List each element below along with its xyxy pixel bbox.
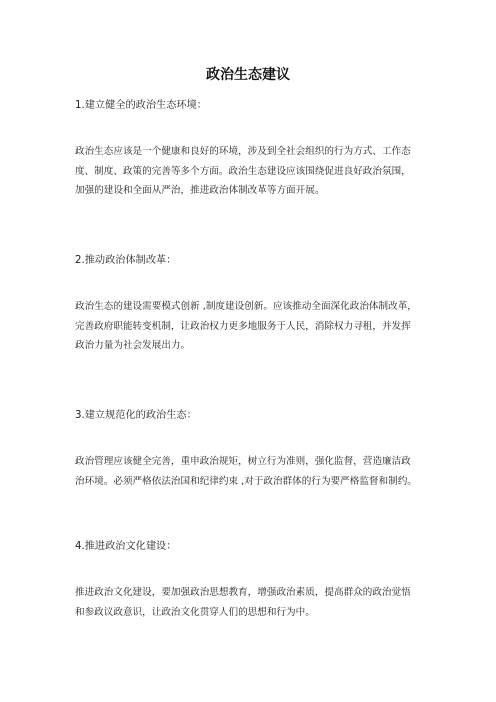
section-2-heading: 2.推动政治体制改革： [75,255,177,266]
section-1-heading: 1.建立健全的政治生态环境： [75,100,207,111]
paragraph-line: 政治管理应该健全完善，重申政治规矩，树立行为准则，强化监督，营造廉洁政 [75,456,411,467]
section-1-paragraph [75,142,431,201]
section-3-paragraph [75,452,431,491]
paragraph-line: 加强的建设和全面从严治，推进政治体制改革等方面开展。 [75,185,325,196]
section-3-heading: 3.建立规范化的政治生态： [75,410,197,421]
document-title: 政治生态建议 [206,67,290,83]
paragraph-line: 政治生态应该是一个健康和良好的环境，涉及到全社会组织的行为方式、工作态 [75,146,411,157]
section-4-heading: 4.推进政治文化建设： [75,541,177,552]
paragraph-line: 治环境。必须严格依法治国和纪律约束 ,对于政治群体的行为要严格监督和制约。 [75,475,417,487]
paragraph-line: 政治生态的建设需要模式创新 ,制度建设创新。应该推动全面深化政治体制改革， [75,301,417,312]
paragraph-line: 政治力量为社会发展出力。 [75,340,191,351]
paragraph-line: 完善政府职能转变机制，让政治权力更多地服务于人民，消除权力寻租，并发挥 [75,320,411,332]
paragraph-line: 和参政议政意识，让政治文化贯穿人们的思想和行为中。 [75,606,315,618]
section-2-paragraph [75,297,431,356]
paragraph-line: 推进政治文化建设，要加强政治思想教育，增强政治素质，提高群众的政治觉悟 [75,587,411,598]
paragraph-line: 度、制度、政策的完善等多个方面。政治生态建设应该围绕促进良好政治氛围， [75,165,411,177]
section-4-paragraph [75,583,431,622]
